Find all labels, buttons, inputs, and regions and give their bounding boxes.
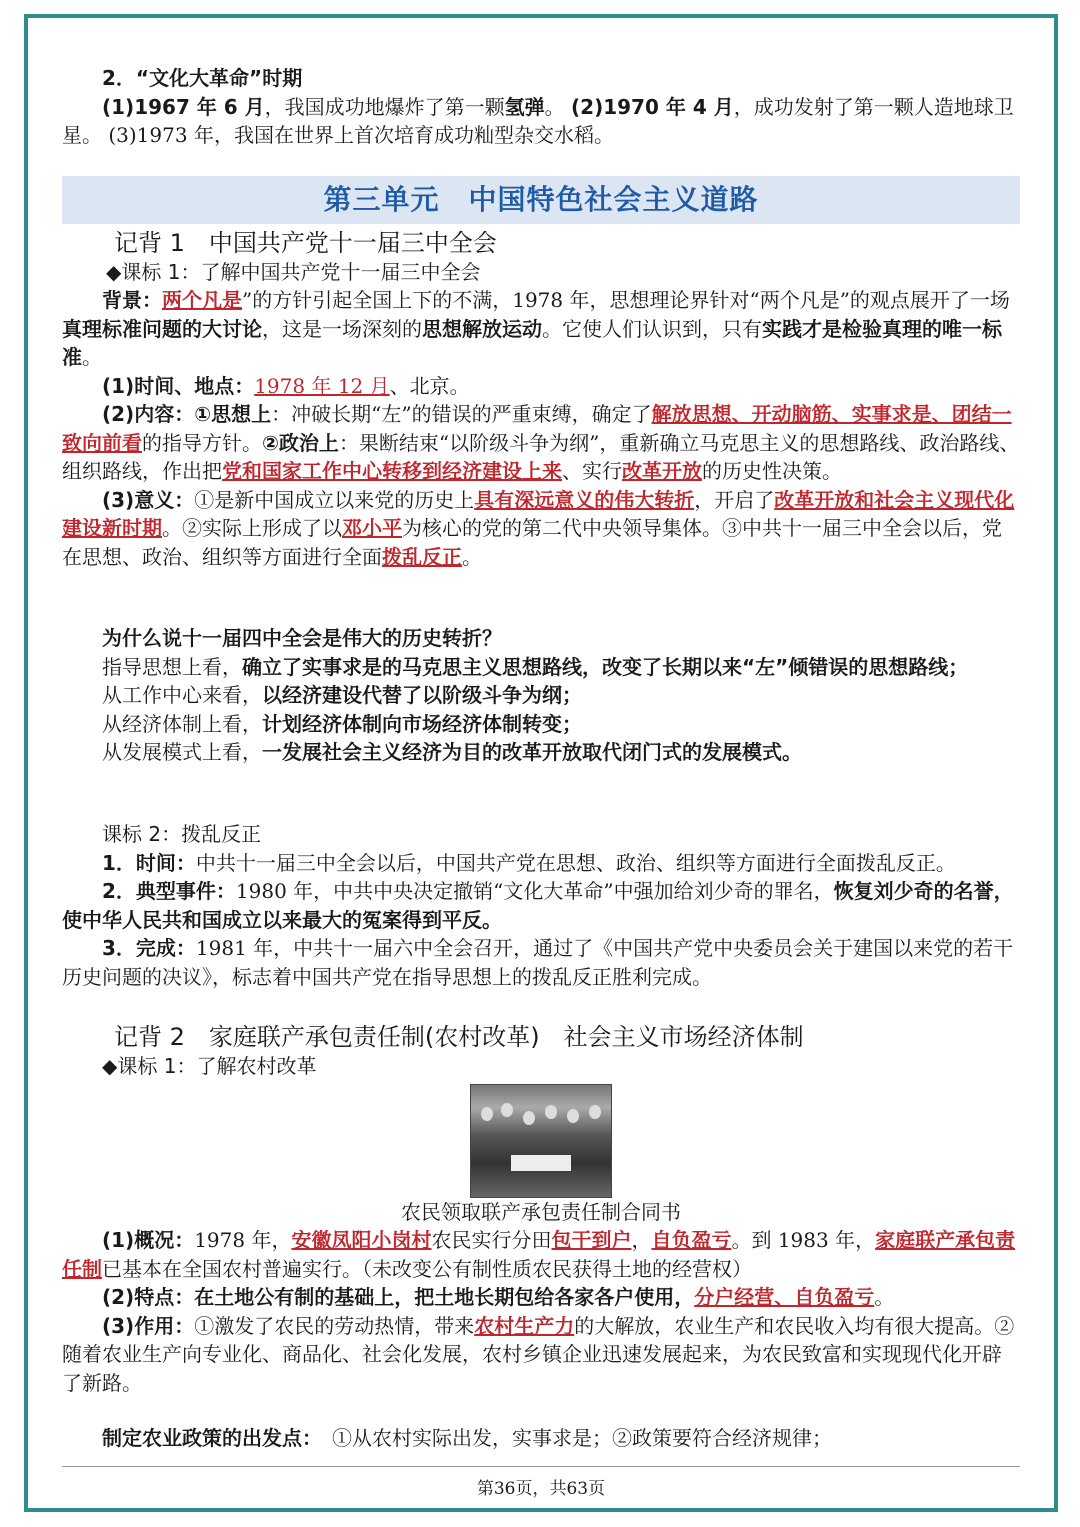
section-title: 2．“文化大革命”时期	[102, 66, 303, 90]
why-block	[62, 624, 1020, 767]
feature-paragraph: (2)特点：在土地公有制的基础上，把土地长期包给各家各户使用，分户经营、自负盈亏。	[102, 1285, 895, 1309]
policy-block	[62, 1424, 1020, 1453]
standard2-event: 2．典型事件：1980 年，中共中央决定撤销“文化大革命”中强加给刘少奇的罪名，恢复刘少奇的名誉，使中华人民共和国成立以来最大的冤案得到平反。	[62, 879, 1014, 932]
photo-caption: 农民领取联产承包责任制合同书	[401, 1200, 681, 1224]
policy-paragraph: 制定农业政策的出发点： ①从农村实际出发，实事求是；②政策要符合经济规律；	[102, 1426, 832, 1450]
memo1-block	[62, 228, 1020, 571]
standard2-title: 课标 2：拨乱反正	[102, 822, 262, 846]
memo1-heading: 记背 1 中国共产党十一届三中全会	[114, 229, 497, 257]
why-line: 指导思想上看，确立了实事求是的马克思主义思想路线，改变了长期以来“左”倾错误的思想路线；	[102, 654, 969, 679]
section-cultural-revolution	[62, 64, 1020, 150]
footer-divider	[62, 1466, 1020, 1467]
effect-paragraph: (3)作用：①激发了农民的劳动热情，带来农村生产力的大解放，农业生产和农民收入均有很大提高。②随着农业生产向专业化、商品化、社会化发展，农村乡镇企业迅速发展起来，为农民致富和实现现代化开辟了新路。	[62, 1313, 1015, 1395]
content-paragraph: (2)内容：①思想上：冲破长期“左”的错误的严重束缚，确定了解放思想、开动脑筋、实事求是、团结一致向前看的指导方针。②政治上：果断结束“以阶级斗争为纲”，重新确立马克思主义的思想路线、政治路线、组织路线，作出把党和国家工作中心转移到经济建设上来、实行改革开放的历史性决策。	[62, 402, 1020, 483]
unit-banner	[62, 176, 1020, 224]
time-paragraph: (1)时间、地点：1978 年 12 月、北京。	[102, 373, 470, 398]
why-line: 从经济体制上看，计划经济体制向市场经济体制转变；	[102, 711, 582, 736]
why-question: 为什么说十一届四中全会是伟大的历史转折？	[102, 626, 502, 650]
standard2-time: 1．时间：中共十一届三中全会以后，中国共产党在思想、政治、组织等方面进行全面拨乱反正。	[102, 850, 956, 875]
paragraph: (1)1967 年 6 月，我国成功地爆炸了第一颗氢弹。 (2)1970 年 4 月，成功发射了第一颗人造地球卫星。 (3)1973 年，我国在世界上首次培育成功籼型杂交水稻。	[62, 94, 1014, 147]
farmers-contract-photo	[470, 1084, 612, 1198]
memo2-heading: 记背 2 家庭联产承包责任制(农村改革) 社会主义市场经济体制	[114, 1023, 804, 1051]
why-line: 从发展模式上看，一发展社会主义经济为目的改革开放取代闭门式的发展模式。	[102, 740, 802, 764]
memo2-body	[62, 1226, 1020, 1397]
memo2-standard: ◆课标 1：了解农村改革	[102, 1054, 317, 1078]
standard2-complete: 3．完成：1981 年，中共十一届六中全会召开，通过了《中国共产党中央委员会关于建国以来党的若干历史问题的决议》，标志着中国共产党在指导思想上的拨乱反正胜利完成。	[62, 936, 1014, 989]
why-line: 从工作中心来看，以经济建设代替了以阶级斗争为纲；	[102, 683, 582, 707]
significance-paragraph: (3)意义：①是新中国成立以来党的历史上具有深远意义的伟大转折，开启了改革开放和社会主义现代化建设新时期。②实际上形成了以邓小平为核心的党的第二代中央领导集体。③中共十一届三中全会以后，党在思想、政治、组织等方面进行全面拨乱反正。	[62, 487, 1015, 569]
page-number: 第36页，共63页	[476, 1479, 606, 1499]
background-paragraph: 背景：两个凡是”的方针引起全国上下的不满，1978 年，思想理论界针对“两个凡是”的观点展开了一场真理标准问题的大讨论，这是一场深刻的思想解放运动。它使人们认识到，只有实践才是检验真理的唯一标准。	[62, 288, 1010, 369]
overview-paragraph: (1)概况：1978 年，安徽凤阳小岗村农民实行分田包干到户，自负盈亏。到 1983 年，家庭联产承包责任制已基本在全国农村普遍实行。（未改变公有制性质农民获得土地的经营权）	[62, 1228, 1016, 1281]
memo2-header	[62, 1022, 1020, 1080]
memo1-standard: ◆课标 1：了解中国共产党十一届三中全会	[106, 260, 481, 284]
standard2-block	[62, 820, 1020, 991]
unit-title: 第三单元 中国特色社会主义道路	[323, 183, 759, 216]
